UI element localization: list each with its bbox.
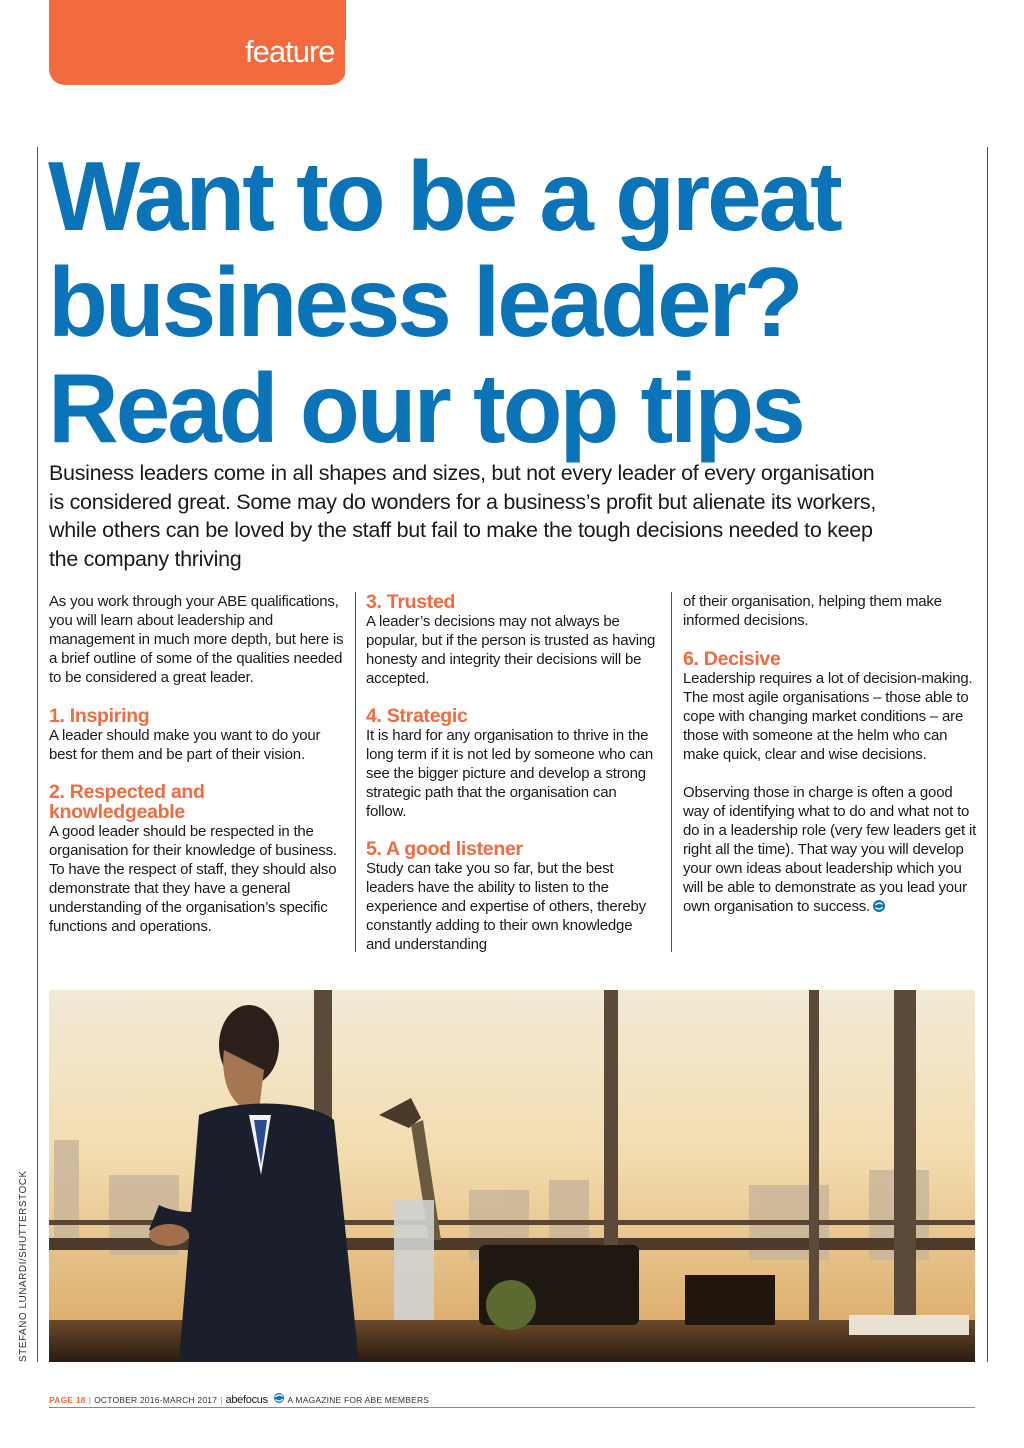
tip-body: Leadership requires a lot of decision-making. The most agile organisations – those able to cope with changing market conditions – are those with someone at the helm who can make quick, clear and wise decisions. bbox=[683, 670, 973, 763]
column-2 bbox=[366, 592, 656, 972]
tip-listener bbox=[366, 839, 656, 954]
frame-rule-right bbox=[987, 147, 988, 1362]
tip-decisive bbox=[683, 649, 979, 764]
abe-small-logo-icon bbox=[273, 1392, 285, 1404]
tip-title: 6. Decisive bbox=[683, 648, 781, 670]
closing-text: Observing those in charge is often a good way of identifying what to do and what not to do in a leadership role (very few leaders get it right all the time). That way you will develop your own ideas about leadership which you will be able to demonstrate as you lead your own organisation to success. bbox=[683, 784, 977, 915]
standfirst-line: the company thriving bbox=[49, 546, 242, 571]
issue-date: OCTOBER 2016-MARCH 2017 bbox=[94, 1395, 218, 1405]
column-rule bbox=[671, 592, 672, 952]
footer-separator: | bbox=[88, 1395, 92, 1405]
standfirst-line: is considered great. Some may do wonders for a business’s profit but alienate its workers, bbox=[49, 489, 877, 514]
headline-line: Read our top tips bbox=[48, 353, 803, 463]
photo-credit: STEFANO LUNARDI/SHUTTERSTOCK bbox=[18, 1170, 29, 1362]
intro-paragraph: As you work through your ABE qualifications, you will learn about leadership and management in much more depth, but here is a brief outline of some of the qualities needed to be considered a great leader. bbox=[49, 593, 344, 686]
tip-body: A good leader should be respected in the organisation for their knowledge of business. To have the respect of staff, they should also demonstrate that they have a general understanding of the organisation’s specific functions and operations. bbox=[49, 823, 337, 935]
headline-line: business leader? bbox=[48, 247, 801, 357]
tip-respected bbox=[49, 782, 345, 936]
tip-body: Study can take you so far, but the best leaders have the ability to listen to the experience and expertise of others, thereby constantly adding to their own knowledge and understanding bbox=[366, 860, 646, 953]
standfirst-line: Business leaders come in all shapes and sizes, but not every leader of every organisation bbox=[49, 461, 875, 485]
brand-name: abefocus bbox=[225, 1394, 268, 1406]
closing-paragraph bbox=[683, 783, 979, 916]
headline bbox=[48, 143, 978, 461]
page-footer bbox=[49, 1392, 429, 1406]
frame-rule-left bbox=[37, 147, 38, 1362]
tagline: A MAGAZINE FOR ABE MEMBERS bbox=[287, 1395, 430, 1405]
footer-rule bbox=[49, 1407, 975, 1408]
section-label: feature bbox=[245, 34, 335, 69]
tip-trusted bbox=[366, 592, 656, 688]
tip-title: 2. Respected and knowledgeable bbox=[49, 781, 205, 823]
tab-divider bbox=[345, 40, 346, 82]
abe-logo-icon bbox=[354, 38, 388, 72]
tip-body: It is hard for any organisation to thrive in the long term if it is not led by someone who can see the bigger picture and develop a strong strategic path that the organisation can follow. bbox=[366, 727, 653, 820]
end-mark-icon bbox=[873, 900, 885, 912]
tip-title: 3. Trusted bbox=[366, 591, 456, 613]
tip-body: A leader’s decisions may not always be popular, but if the person is trusted as having honesty and integrity their decisions will be accepted. bbox=[366, 613, 656, 687]
footer-separator: | bbox=[220, 1395, 223, 1405]
headline-line: Want to be a great bbox=[48, 141, 840, 251]
standfirst-line: while others can be loved by the staff but fail to make the tough decisions needed to keep bbox=[49, 518, 873, 542]
column-3 bbox=[683, 592, 979, 935]
section-tab bbox=[49, 0, 346, 85]
standfirst bbox=[49, 459, 979, 573]
tip-title: 5. A good listener bbox=[366, 838, 523, 860]
tip-title: 1. Inspiring bbox=[49, 705, 150, 727]
office-photo bbox=[49, 990, 975, 1362]
continuation-paragraph: of their organisation, helping them make informed decisions. bbox=[683, 593, 942, 629]
tip-body: A leader should make you want to do your best for them and be part of their vision. bbox=[49, 727, 321, 763]
page-number: PAGE 18 bbox=[49, 1395, 86, 1405]
column-rule bbox=[355, 592, 356, 952]
column-1 bbox=[49, 592, 345, 954]
tip-inspiring bbox=[49, 706, 345, 764]
tip-strategic bbox=[366, 706, 656, 821]
tip-title: 4. Strategic bbox=[366, 705, 468, 727]
businessman-at-window-illustration bbox=[49, 990, 975, 1362]
